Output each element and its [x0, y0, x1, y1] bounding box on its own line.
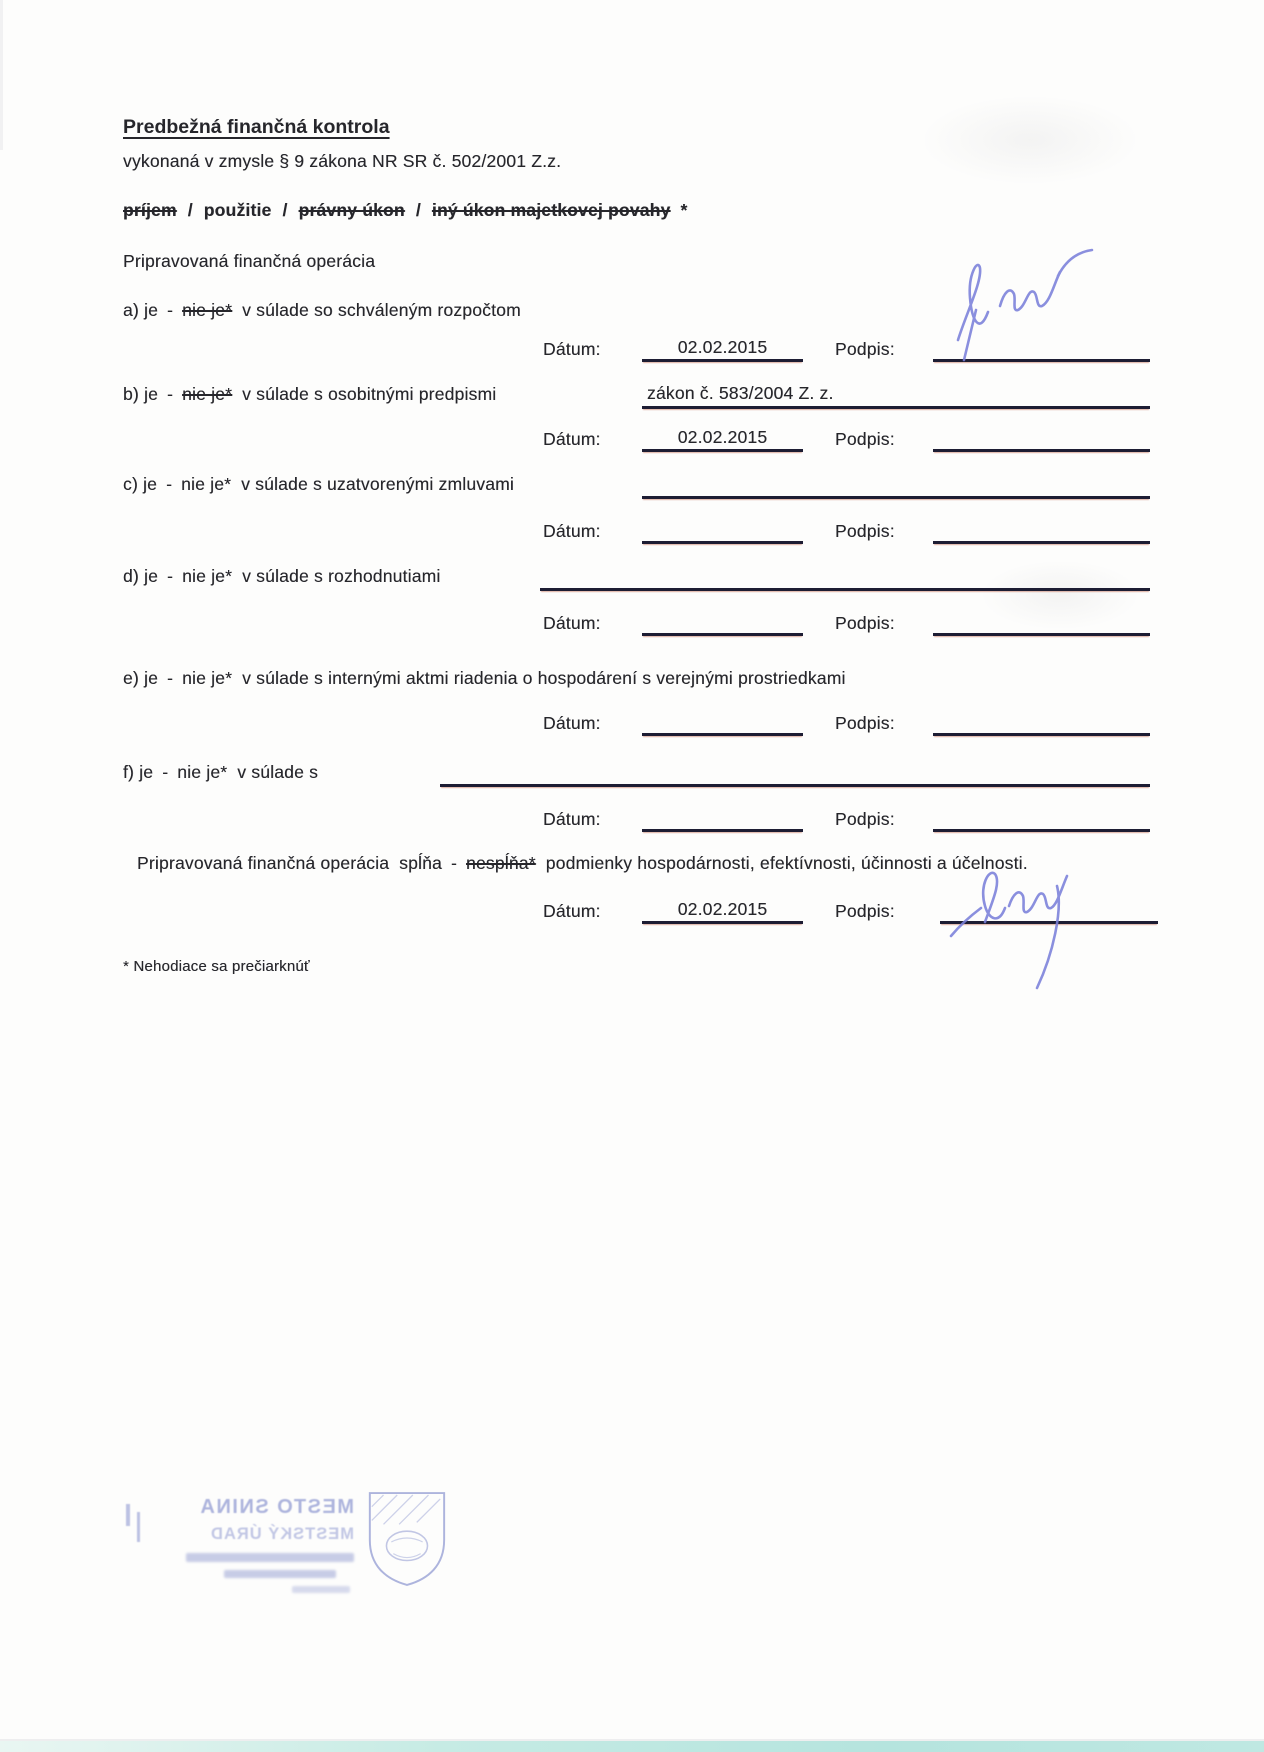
item-d-date-line — [642, 611, 803, 636]
item-c-lead: c) je — [123, 474, 158, 494]
datum-label: Dátum: — [543, 613, 601, 633]
podpis-label: Podpis: — [835, 613, 895, 633]
item-e-lead: e) je — [123, 668, 159, 688]
operation-option-iny-ukon: iný úkon majetkovej povahy — [431, 200, 671, 220]
podpis-label: Podpis: — [835, 429, 895, 449]
item-b-value: zákon č. 583/2004 Z. z. — [647, 383, 834, 403]
item-e-clause: v súlade s internými aktmi riadenia o hospodárení s verejnými prostriedkami — [242, 668, 846, 688]
item-c-date-line — [642, 519, 803, 544]
datum-label: Dátum: — [543, 339, 601, 359]
section-heading: Pripravovaná finančná operácia — [123, 251, 376, 271]
item-b-clause: v súlade s osobitnými predpismi — [242, 384, 497, 404]
stamp-stray-mark — [126, 1504, 130, 1526]
item-d-value-line — [540, 565, 1150, 591]
item-c-choice: nie je* — [181, 474, 232, 494]
item-b-lead: b) je — [123, 384, 159, 404]
item-a-lead: a) je — [123, 300, 159, 320]
scan-smudge — [920, 95, 1140, 185]
item-f-date-line — [642, 807, 803, 832]
summary-dash: - — [450, 853, 458, 873]
item-f-datum-row — [0, 809, 1264, 835]
stamp-text-block — [186, 1488, 354, 1593]
item-f-choice: nie je* — [177, 762, 228, 782]
item-d-datum-row — [0, 613, 1264, 639]
summary-not-fulfills: nespĺňa* — [466, 853, 536, 873]
item-c-value-line — [642, 473, 1150, 499]
option-separator: / — [415, 200, 421, 220]
item-c-text — [123, 474, 514, 495]
datum-label: Dátum: — [543, 521, 601, 541]
document-title: Predbežná finančná kontrola — [123, 116, 390, 138]
scanner-edge-artifact — [0, 1741, 1264, 1752]
podpis-label: Podpis: — [835, 521, 895, 541]
podpis-label: Podpis: — [835, 809, 895, 829]
item-d-signature-line — [933, 611, 1150, 636]
item-a-date-value: 02.02.2015 — [677, 337, 768, 357]
operation-type-line — [123, 200, 688, 221]
summary-fulfills: spĺňa — [399, 853, 442, 873]
item-f-dash: - — [162, 762, 169, 782]
document-subtitle: vykonaná v zmysle § 9 zákona NR SR č. 502/2001 Z.z. — [123, 151, 562, 171]
stamp-line-2: MESTSKÝ ÚRAD — [209, 1525, 354, 1543]
item-a-clause: v súlade so schváleným rozpočtom — [242, 300, 521, 320]
item-d-clause: v súlade s rozhodnutiami — [242, 566, 441, 586]
operation-option-prijem: príjem — [123, 200, 177, 220]
stamp-illegible-line — [292, 1586, 350, 1593]
item-b-value-line — [642, 383, 1150, 409]
option-asterisk: * — [680, 200, 688, 220]
item-e-signature-line — [933, 711, 1150, 736]
scan-left-edge-artifact — [0, 0, 3, 150]
signature-ink-a — [930, 248, 1100, 363]
item-c-clause: v súlade s uzatvorenými zmluvami — [241, 474, 515, 494]
summary-date-line — [642, 899, 803, 924]
item-d-dash: - — [167, 566, 174, 586]
item-b-date-value: 02.02.2015 — [677, 427, 768, 447]
item-b-dash: - — [167, 384, 174, 404]
item-d-text — [123, 566, 441, 587]
summary-lead: Pripravovaná finančná operácia — [137, 853, 390, 873]
summary-sentence — [137, 853, 1028, 874]
item-c-datum-row — [0, 521, 1264, 547]
signature-ink-summary — [945, 858, 1085, 993]
stamp-line-1: MESTO SNINA — [198, 1496, 354, 1518]
item-e-date-line — [642, 711, 803, 736]
summary-date-value: 02.02.2015 — [677, 899, 768, 919]
item-e-datum-row — [0, 713, 1264, 739]
item-b-choice: nie je* — [182, 384, 233, 404]
item-a-choice: nie je* — [182, 300, 233, 320]
podpis-label: Podpis: — [835, 901, 895, 921]
item-a-date-line — [642, 337, 803, 362]
item-f-clause: v súlade s — [237, 762, 319, 782]
summary-rest: podmienky hospodárnosti, efektívnosti, účinnosti a účelnosti. — [545, 853, 1028, 873]
item-e-choice: nie je* — [182, 668, 233, 688]
datum-label: Dátum: — [543, 713, 601, 733]
item-b-text — [123, 384, 496, 405]
item-f-text — [123, 762, 318, 783]
official-stamp — [138, 1488, 450, 1640]
podpis-label: Podpis: — [835, 339, 895, 359]
podpis-label: Podpis: — [835, 713, 895, 733]
item-a-text — [123, 300, 521, 321]
item-e-text — [123, 668, 846, 689]
item-f-value-line — [440, 761, 1150, 787]
item-f-signature-line — [933, 807, 1150, 832]
item-f-lead: f) je — [123, 762, 154, 782]
item-b-signature-line — [933, 427, 1150, 452]
item-a-dash: - — [167, 300, 174, 320]
item-e-dash: - — [167, 668, 174, 688]
stamp-illegible-line — [224, 1570, 336, 1578]
datum-label: Dátum: — [543, 429, 601, 449]
stamp-coat-of-arms — [362, 1488, 450, 1590]
item-c-dash: - — [166, 474, 173, 494]
option-separator: / — [187, 200, 193, 220]
item-b-date-line — [642, 427, 803, 452]
item-d-choice: nie je* — [182, 566, 233, 586]
operation-option-pravny-ukon: právny úkon — [298, 200, 405, 220]
footnote: * Nehodiace sa prečiarknúť — [123, 958, 310, 975]
item-c-signature-line — [933, 519, 1150, 544]
item-b-datum-row — [0, 429, 1264, 455]
operation-option-pouzitie: použitie — [203, 200, 272, 220]
stamp-illegible-line — [186, 1553, 354, 1562]
datum-label: Dátum: — [543, 809, 601, 829]
item-d-lead: d) je — [123, 566, 159, 586]
option-separator: / — [282, 200, 288, 220]
datum-label: Dátum: — [543, 901, 601, 921]
